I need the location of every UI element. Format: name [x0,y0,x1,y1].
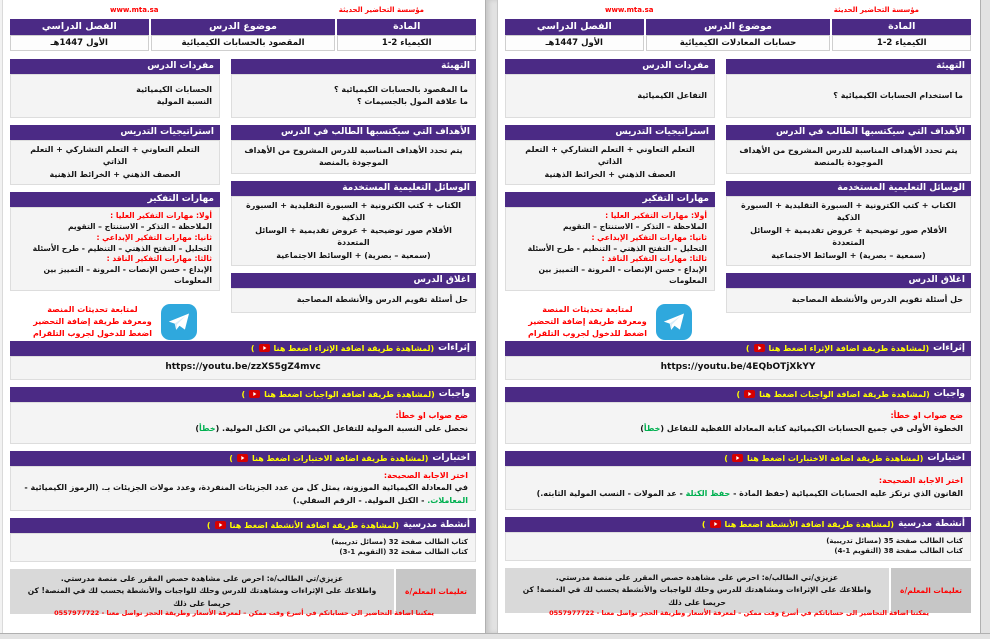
section-quiz-header [505,451,971,466]
teacher-instructions-text [10,569,394,614]
quiz-question: القانون الذي ترتكز عليه الحسابات الكيميائية (حفظ المادة - حفظ الكتلة - عد المولات - النسب المولية الثابته.) [536,488,963,498]
section-homework-header [10,387,476,402]
activities-click-here-link[interactable]: (لمشاهدة طريقة اضافة الأنشطة اضغط هنا [724,519,895,529]
subject-label: المادة [337,19,476,35]
section-closure [231,273,476,313]
section-hook-title: التهيئة [231,59,476,74]
section-hook [726,59,971,118]
aids-line: (سمعية – بصرية) + الوسائط الاجتماعية [276,250,431,260]
youtube-icon[interactable] [259,344,270,352]
youtube-icon[interactable] [744,390,755,398]
subject-value: الكيمياء 2-1 [832,35,971,51]
homework-prompt: ضع صواب او خطأ: [395,411,468,421]
section-thinking-skills-title: مهارات التفكير [10,192,220,207]
section-teaching-aids-title: الوسائل التعليمية المستخدمة [726,181,971,196]
subject-label: المادة [832,19,971,35]
enrichment-video-link[interactable]: https://youtu.be/zzXS5gZ4mvc [165,361,321,372]
homework-click-here-link[interactable]: (لمشاهدة طريقة اضافة الواجبات اضغط هنا [759,389,930,399]
topic-value: المقصود بالحسابات الكيميائية [151,35,336,51]
vocab-line: النسبة المولية [156,97,212,106]
enrichment-click-here-link[interactable]: (لمشاهدة طريقة اضافة الإثراء اضغط هنا [273,343,435,353]
homework-question: الخطوة الأولى في جميع الحسابات الكيميائية كتابة المعادلة اللفظية للتفاعل (خطأ) [640,423,963,433]
topic-label: موضوع الدرس [646,19,831,35]
term-label: الفصل الدراسي [505,19,644,35]
youtube-icon[interactable] [710,520,721,528]
section-enrichment-header [505,341,971,356]
activities-note-close: ) [206,520,211,530]
info-term-column [10,19,149,51]
section-teaching-aids-title: الوسائل التعليمية المستخدمة [231,181,476,196]
thinking-line: الإبداع - حسن الإنصات - المرونة – التمييز بين المعلومات [43,265,212,285]
section-thinking-skills [10,192,220,290]
activities-note-close: ) [701,519,706,529]
section-closure-title: اغلاق الدرس [726,273,971,288]
quiz-answer: المعاملات. [427,495,468,505]
enrichment-note-close: ) [250,343,255,353]
section-thinking-skills-title: مهارات التفكير [505,192,715,207]
section-thinking-skills [505,192,715,290]
strategies-line: العصف الذهني + الخرائط الذهنية [49,169,181,179]
vocab-line: التفاعل الكيميائية [637,90,707,100]
info-topic-column [646,19,831,51]
quiz-prompt: اختر الاجابة الصحيحة: [878,476,963,486]
section-hook [231,59,476,118]
section-strategies [10,125,220,185]
objectives-text: يتم تحدد الأهداف المناسبة للدرس المشروح من الأهداف الموجودة بالمنصة [244,145,463,167]
aids-line: الكتاب + كتب الكترونية + السبورة التقليدية + السبورة الذكية [246,201,461,223]
section-enrichment [10,341,476,380]
section-teaching-aids [231,181,476,266]
quiz-click-here-link[interactable]: (لمشاهدة طريقة اضافة الاختبارات اضغط هنا [251,453,429,463]
youtube-icon[interactable] [215,521,226,529]
teacher-instructions-text [505,568,889,613]
section-homework [505,387,971,444]
page-edge-bottom [0,633,990,639]
info-topic-column [151,19,336,51]
section-enrichment-header [10,341,476,356]
thinking-line: الإبداع - حسن الإنصات - المرونة – التمييز بين المعلومات [538,265,707,285]
section-vocabulary [505,59,715,118]
hook-line: ما علاقة المول بالجسيمات ؟ [356,97,468,106]
aids-line: (سمعية – بصرية) + الوسائط الاجتماعية [771,250,926,260]
term-value: الأول 1447هـ [10,35,149,51]
teacher-instructions-line: واطلاعك على الإثراءات ومشاهدتك للدرس وحلك للواجبات والأنشطة يحسب لك في المنصة! كن حريصا على ذلك [522,585,872,607]
thinking-line: الملاحظة – التذكر – الاستنتاج – التقويم [67,221,212,231]
telegram-promo[interactable] [10,298,220,341]
homework-answer: خطأ [643,423,661,433]
subject-value: الكيمياء 2-1 [337,35,476,51]
thinking-line: أولا: مهارات التفكير العليا : [605,211,707,221]
youtube-icon[interactable] [237,454,248,462]
quiz-label: اختبارات [927,452,965,463]
homework-label: واجبات [933,388,965,399]
closure-text: حل أسئلة تقويم الدرس والأنشطة المصاحبة [791,295,963,305]
activities-line: كتاب الطالب صفحة 38 (التقويم 1-4) [834,547,963,556]
section-teaching-aids [726,181,971,266]
activities-line: كتاب الطالب صفحة 32 (التقويم 1-3) [339,548,468,557]
page-gutter [485,0,498,633]
thinking-line: التحليل – التفتح الذهني – التنظيم - طرح الأسئلة [32,243,212,253]
enrichment-video-link[interactable]: https://youtu.be/4EQbOTjXkYY [660,361,816,372]
section-objectives [726,125,971,174]
telegram-line: ومعرفة طريقة إضافة التحضير [33,317,152,327]
homework-note-close: ) [736,389,741,399]
aids-line: الكتاب + كتب الكترونية + السبورة التقليدية + السبورة الذكية [741,201,956,223]
term-label: الفصل الدراسي [10,19,149,35]
thinking-line: ثانيا: مهارات التفكير الإبداعي : [591,232,707,242]
quiz-prompt: اختر الاجابة الصحيحة: [383,470,468,480]
strategies-line: التعلم التعاوني + التعلم التشاركي + التعلم الذاتي [30,145,200,167]
thinking-line: الملاحظة – التذكر – الاستنتاج – التقويم [562,221,707,231]
page-right [498,0,980,633]
section-closure-title: اغلاق الدرس [231,273,476,288]
site-brand-text: مؤسسة التحاضير الحديثة [833,6,919,14]
topic-value: حسابات المعادلات الكيميائية [646,35,831,51]
teacher-instructions-label: تعليمات المعلم/ة [396,569,476,614]
thinking-line: أولا: مهارات التفكير العليا : [110,211,212,221]
enrichment-label: إثراءات [933,342,965,353]
teacher-instructions-line: عزيزي/تي الطالب/ة: احرص على مشاهدة حصص المقرر على منصة مدرستي. [555,572,839,582]
vocab-line: الحسابات الكيميائية [136,84,212,94]
homework-click-here-link[interactable]: (لمشاهدة طريقة اضافة الواجبات اضغط هنا [264,389,435,399]
section-objectives [231,125,476,174]
closure-text: حل أسئلة تقويم الدرس والأنشطة المصاحبة [296,295,468,305]
info-term-column [505,19,644,51]
info-subject-column [337,19,476,51]
quiz-click-here-link[interactable]: (لمشاهدة طريقة اضافة الاختبارات اضغط هنا [746,453,924,463]
activities-label: أنشطة مدرسية [403,519,470,530]
footer-contact-text: يمكننا اضافة التحاضير الى حساباتكم في أسرع وقت ممكن – لمعرفة الأسعار وطريقة الحجز تواصل معنا - 0557977722 [54,609,434,617]
page-edge-right [980,0,990,633]
section-quiz-header [10,451,476,466]
youtube-icon[interactable] [754,344,765,352]
site-brand-text: مؤسسة التحاضير الحديثة [338,6,424,14]
thinking-line: ثانيا: مهارات التفكير الإبداعي : [96,232,212,242]
homework-note-close: ) [241,389,246,399]
telegram-line: اضغط للدخول لجروب التلقرام [528,329,647,339]
strategies-line: التعلم التعاوني + التعلم التشاركي + التعلم الذاتي [525,145,695,167]
telegram-line: اضغط للدخول لجروب التلقرام [33,329,152,339]
telegram-promo-text[interactable] [528,304,647,341]
teacher-instructions-row [10,569,476,614]
section-vocabulary-title: مفردات الدرس [10,59,220,74]
term-value: الأول 1447هـ [505,35,644,51]
section-activities-header [10,518,476,533]
teacher-instructions-line: واطلاعك على الإثراءات ومشاهدتك للدرس وحلك للواجبات والأنشطة يحسب لك في المنصة! كن حريصا على ذلك [27,586,377,608]
homework-prompt: ضع صواب او خطأ: [890,411,963,421]
section-homework [10,387,476,444]
youtube-icon[interactable] [249,390,260,398]
thinking-line: ثالثا: مهارات التفكير الناقد : [601,254,707,264]
enrichment-label: إثراءات [438,342,470,353]
thinking-line: التحليل – التفتح الذهني – التنظيم - طرح الأسئلة [527,243,707,253]
enrichment-note-close: ) [745,343,750,353]
section-vocabulary [10,59,220,118]
quiz-answer: حفظ الكتلة [685,488,731,498]
telegram-line: لمتابعة تحديثات المنصة [47,304,138,314]
section-hook-title: التهيئة [726,59,971,74]
section-vocabulary-title: مفردات الدرس [505,59,715,74]
section-strategies [505,125,715,185]
activities-line: كتاب الطالب صفحة 35 (مسائل تدريبية) [826,536,963,545]
section-objectives-title: الأهداف التي سيكتسبها الطالب في الدرس [231,125,476,140]
quiz-question: في المعادلة الكيميائية الموزونة، يمثل كل من عدد الجزيئات المنفردة، وعدد مولات الجزيئات بـ. (الرموز الكيميائية - المعاملات. - الكتل المولية. - الرقم السفلي.) [24,483,468,505]
section-quiz [505,451,971,510]
telegram-icon[interactable] [161,304,197,340]
teacher-instructions-row [505,568,971,613]
lesson-info-table [505,19,971,51]
aids-line: الأقلام صور توضيحية + عروض تقديمية + الوسائل المتعددة [750,225,947,248]
telegram-promo[interactable] [505,298,715,341]
topic-label: موضوع الدرس [151,19,336,35]
aids-line: الأقلام صور توضيحية + عروض تقديمية + الوسائل المتعددة [255,225,452,248]
quiz-note-close: ) [229,453,233,463]
section-closure [726,273,971,313]
hook-line: ما استخدام الحسابات الكيميائية ؟ [833,90,963,100]
section-quiz [10,451,476,511]
section-strategies-title: استراتيجيات التدريس [505,125,715,140]
telegram-line: لمتابعة تحديثات المنصة [542,304,633,314]
quiz-note-close: ) [724,453,728,463]
telegram-icon[interactable] [656,304,692,340]
section-strategies-title: استراتيجيات التدريس [10,125,220,140]
teacher-instructions-label: تعليمات المعلم/ة [891,568,971,613]
section-activities [10,518,476,562]
section-activities [505,517,971,561]
page-left [3,0,485,633]
objectives-text: يتم تحدد الأهداف المناسبة للدرس المشروح من الأهداف الموجودة بالمنصة [739,145,958,167]
strategies-line: العصف الذهني + الخرائط الذهنية [544,169,676,179]
section-objectives-title: الأهداف التي سيكتسبها الطالب في الدرس [726,125,971,140]
section-enrichment [505,341,971,380]
site-url-link[interactable]: www.mta.sa [605,6,654,14]
enrichment-click-here-link[interactable]: (لمشاهدة طريقة اضافة الإثراء اضغط هنا [768,343,930,353]
telegram-line: ومعرفة طريقة إضافة التحضير [528,317,647,327]
section-activities-header [505,517,971,532]
activities-click-here-link[interactable]: (لمشاهدة طريقة اضافة الأنشطة اضغط هنا [229,520,400,530]
info-subject-column [832,19,971,51]
thinking-line: ثالثا: مهارات التفكير الناقد : [106,254,212,264]
youtube-icon[interactable] [732,454,743,462]
lesson-info-table [10,19,476,51]
activities-line: كتاب الطالب صفحة 32 (مسائل تدريبية) [331,537,468,546]
homework-question: نحصل على النسبة المولية للتفاعل الكيميائي من الكتل المولية. (خطأ) [195,423,468,433]
quiz-label: اختبارات [432,452,470,463]
homework-answer: خطأ [199,423,216,433]
page-top-links [505,2,971,19]
hook-line: ما المقصود بالحسابات الكيميائية ؟ [334,84,468,94]
site-url-link[interactable]: www.mta.sa [110,6,159,14]
teacher-instructions-line: عزيزي/تي الطالب/ة: احرص على مشاهدة حصص المقرر على منصة مدرستي. [60,573,344,583]
activities-label: أنشطة مدرسية [898,518,965,529]
telegram-promo-text[interactable] [33,304,152,341]
homework-label: واجبات [438,388,470,399]
section-homework-header [505,387,971,402]
footer-contact-text: يمكننا اضافة التحاضير الى حساباتكم في أسرع وقت ممكن – لمعرفة الأسعار وطريقة الحجز تواصل معنا - 0557977722 [549,609,929,617]
page-top-links [10,2,476,19]
